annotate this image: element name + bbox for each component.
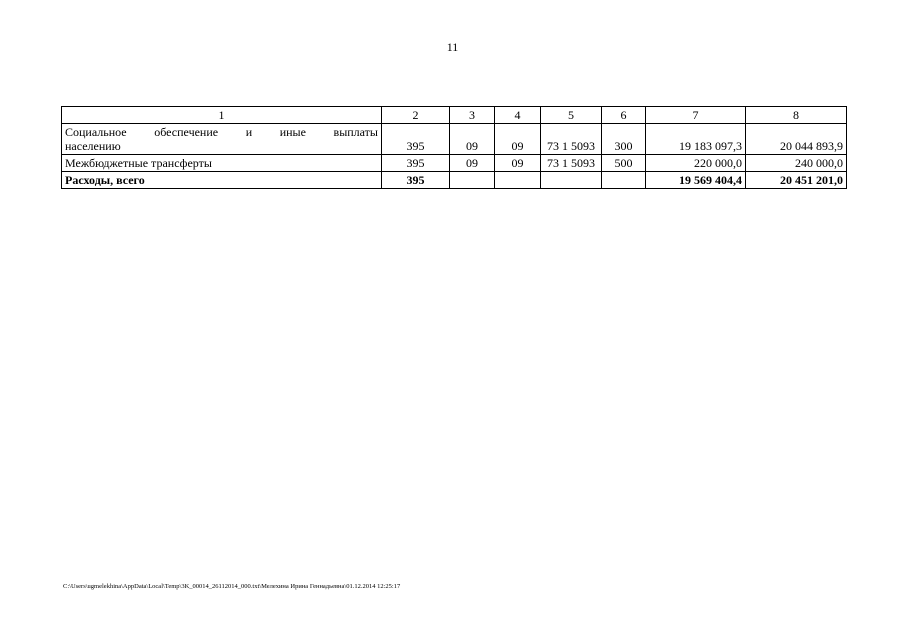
kbk-admin-cell: 395: [382, 172, 450, 189]
table-row: [62, 124, 847, 155]
page-number: 11: [446, 40, 459, 54]
target-article-cell: 73 1 5093: [541, 155, 602, 172]
total-row: [62, 172, 847, 189]
expense-type-cell: [602, 172, 646, 189]
budget-table: [61, 106, 847, 189]
amount-cell: 20 044 893,9: [746, 124, 847, 155]
section-cell: [450, 172, 495, 189]
row-name-line2: населению: [65, 139, 121, 153]
kbk-admin-cell: 395: [382, 155, 450, 172]
row-name-line1: Социальное обеспечение и иные выплаты: [65, 125, 378, 139]
kbk-admin-cell: 395: [382, 124, 450, 155]
target-article-cell: 73 1 5093: [541, 124, 602, 155]
header-cell: 4: [495, 107, 541, 124]
section-cell: 09: [450, 155, 495, 172]
header-cell: 3: [450, 107, 495, 124]
footer-file-path: C:\Users\ugmelekhina\AppData\Local\Temp\3K_00014_26112014_000.txt\Мелехина Ирина Геннадьевна\01.12.2014 12:25:17: [63, 583, 401, 590]
subsection-cell: 09: [495, 155, 541, 172]
subsection-cell: 09: [495, 124, 541, 155]
target-article-cell: [541, 172, 602, 189]
row-name-cell: [62, 124, 382, 155]
total-label: Расходы, всего: [62, 172, 382, 189]
amount-cell: 19 183 097,3: [646, 124, 746, 155]
header-cell: 1: [62, 107, 382, 124]
row-name-cell: Межбюджетные трансферты: [62, 155, 382, 172]
header-cell: 7: [646, 107, 746, 124]
expense-type-cell: 500: [602, 155, 646, 172]
section-cell: 09: [450, 124, 495, 155]
table-row: [62, 155, 847, 172]
amount-cell: 240 000,0: [746, 155, 847, 172]
header-cell: 8: [746, 107, 847, 124]
table-header-row: [62, 107, 847, 124]
header-cell: 5: [541, 107, 602, 124]
subsection-cell: [495, 172, 541, 189]
expense-type-cell: 300: [602, 124, 646, 155]
total-amount-cell: 19 569 404,4: [646, 172, 746, 189]
total-amount-cell: 20 451 201,0: [746, 172, 847, 189]
amount-cell: 220 000,0: [646, 155, 746, 172]
header-cell: 2: [382, 107, 450, 124]
header-cell: 6: [602, 107, 646, 124]
